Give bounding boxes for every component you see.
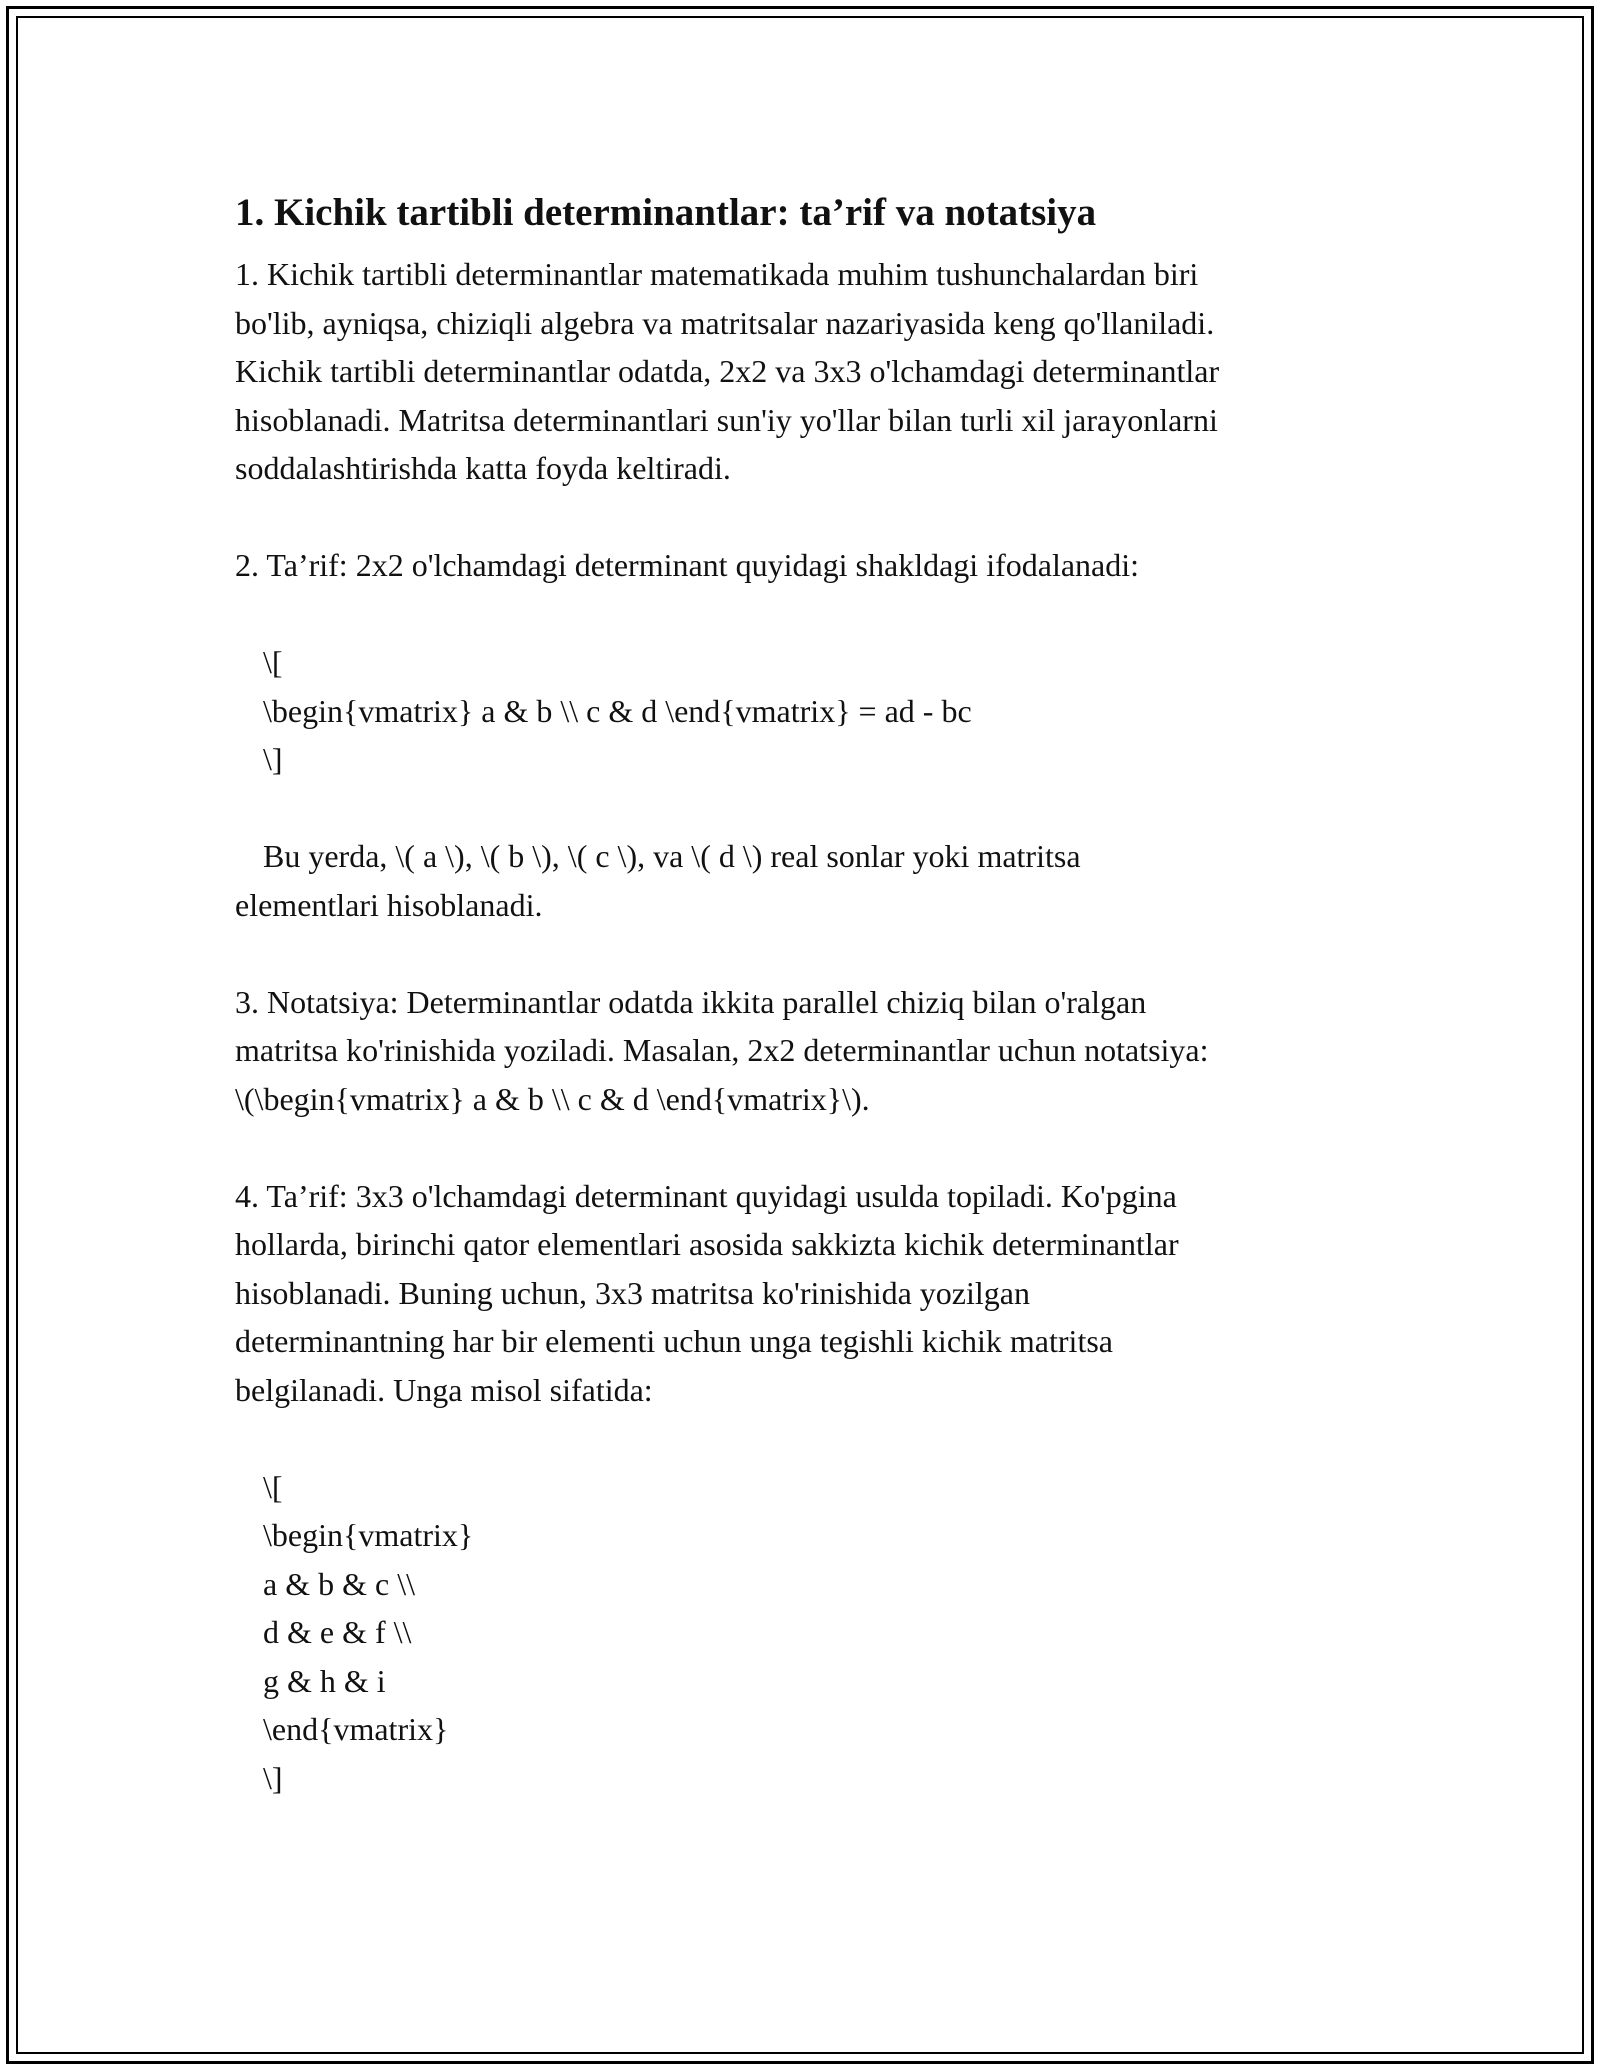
paragraph-notation: 3. Notatsiya: Determinantlar odatda ikkita parallel chiziq bilan o'ralgan matritsa ko'rinishida yoziladi. Masalan, 2x2 determinantlar uchun notatsiya: \(\begin{vmatrix} a & b \\ c & d \end{vmatrix}\). (235, 983, 1209, 1117)
spacer (235, 1414, 1385, 1463)
formula-line: \] (263, 741, 283, 777)
formula-3x3 (235, 1463, 1385, 1803)
section-heading: 1. Kichik tartibli determinantlar: ta’rif va notatsiya (235, 191, 1097, 234)
formula-line: d & e & f \\ (263, 1614, 412, 1650)
paragraph-definition-2x2: 2. Ta’rif: 2x2 o'lchamdagi determinant quyidagi shakldagi ifodalanadi: (235, 547, 1140, 583)
document-content (235, 180, 1385, 1802)
spacer (235, 493, 1385, 542)
formula-line: \end{vmatrix} (263, 1711, 449, 1747)
spacer (235, 784, 1385, 833)
formula-line: \begin{vmatrix} (263, 1517, 474, 1553)
spacer (235, 929, 1385, 978)
formula-line: \] (263, 1759, 283, 1796)
formula-2x2 (235, 638, 1385, 784)
paragraph-variables: Bu yerda, \( a \), \( b \), \( c \), va \( d \) real sonlar yoki matritsa elementlari hisoblanadi. (235, 838, 1081, 923)
paragraph-intro: 1. Kichik tartibli determinantlar matematikada muhim tushunchalardan biri bo'lib, ayniqsa, chiziqli algebra va matritsalar nazariyasida keng qo'llaniladi. Kichik tartibli determinantlar odatda, 2x2 va 3x3 o'lchamdagi determinantlar hisoblanadi. Matritsa determinantlari sun'iy yo'llar bilan turli xil jarayonlarni soddalashtirishda katta foyda keltiradi. (235, 256, 1220, 486)
paragraph-definition-3x3: 4. Ta’rif: 3x3 o'lchamdagi determinant quyidagi usulda topiladi. Ko'pgina hollarda, birinchi qator elementlari asosida sakkizta kichik determinantlar hisoblanadi. Buning uchun, 3x3 matritsa ko'rinishida yozilgan determinantning har bir elementi uchun unga tegishli kichik matritsa belgilanadi. Unga misol sifatida: (235, 1177, 1179, 1408)
spacer (235, 1123, 1385, 1172)
formula-line: \[ (263, 644, 283, 680)
formula-line: g & h & i (263, 1662, 386, 1699)
formula-line: a & b & c \\ (263, 1565, 415, 1602)
spacer (235, 590, 1385, 639)
formula-line: \[ (263, 1468, 283, 1505)
formula-line: \begin{vmatrix} a & b \\ c & d \end{vmatrix} = ad - bc (263, 692, 972, 729)
